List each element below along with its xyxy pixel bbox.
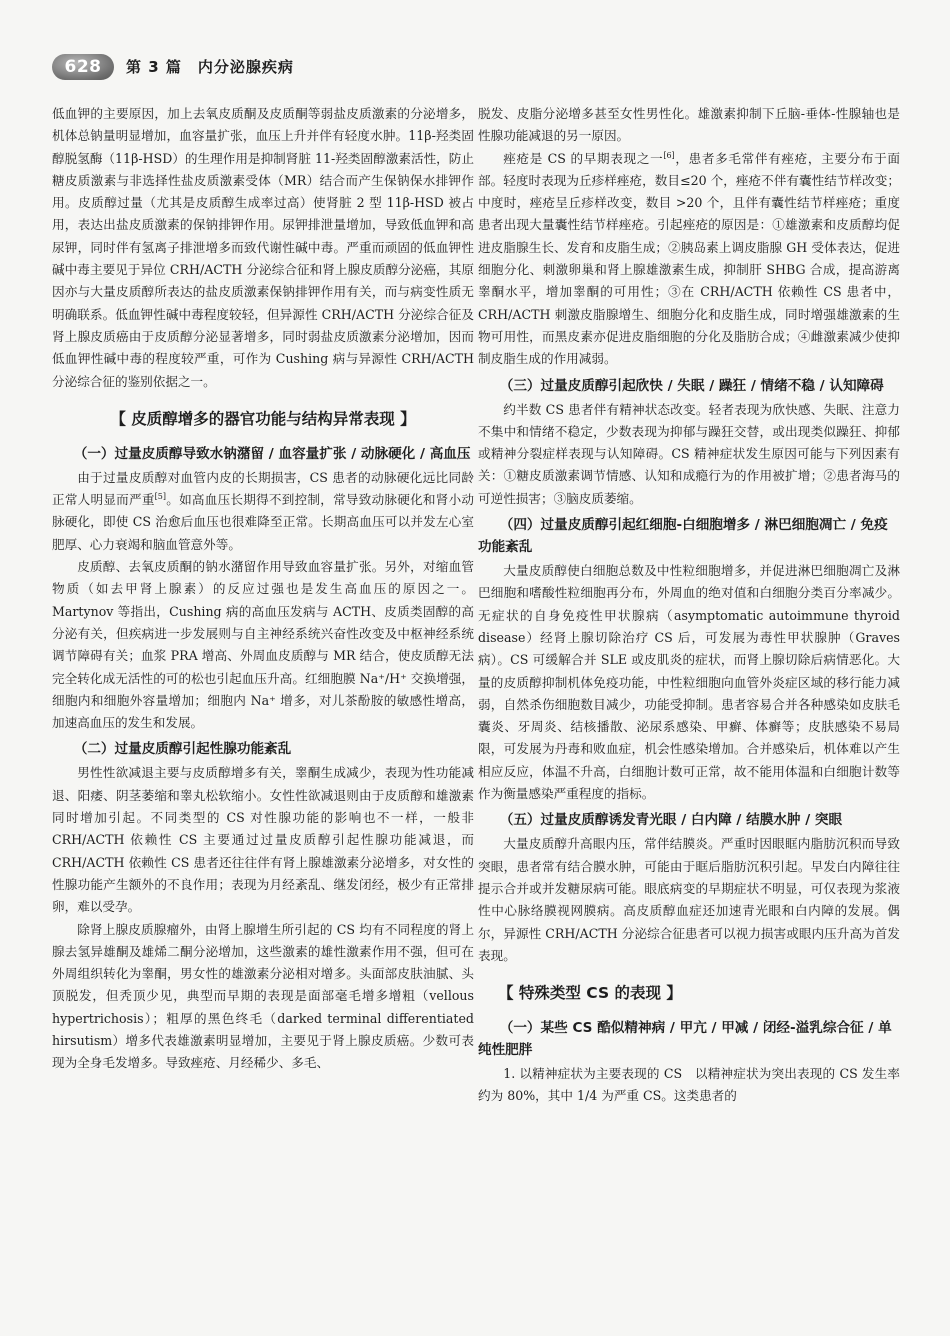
paragraph [478,148,900,371]
paragraph: 约半数 CS 患者伴有精神状态改变。轻者表现为欣快感、失眠、注意力不集中和情绪不稳定，少数表现为抑郁与躁狂交替，或出现类似躁狂、抑郁或精神分裂症样表现与认知障碍。CS 精神症状发生原因可能与下列因素有关：①糖皮质激素调节情感、认知和成瘾行为的作用被扩增；②患者海马的可逆性损害；③脑皮质萎缩。 [478,401,900,506]
page-number-badge: 628 [52,54,114,80]
paragraph: 1. 以精神症状为主要表现的 CS 以精神症状为突出表现的 CS 发生率约为 80%，其中 1/4 为严重 CS。这类患者的 [478,1066,900,1104]
subsection-heading: （一）某些 CS 酷似精神病 / 甲亢 / 甲减 / 闭经-溢乳综合征 / 单纯性肥胖 [478,1020,892,1059]
page-header [50,54,910,84]
text-span: 。如高血压长期得不到控制，常导致动脉硬化和肾小动脉硬化，即使 CS 治愈后血压也很难降至正常。长期高血压可以并发左心室肥厚、心力衰竭和脑血管意外等。 [52,492,475,552]
subsection-heading: （一）过量皮质醇导致水钠潴留 / 血容量扩张 / 动脉硬化 / 高血压 [73,445,471,462]
text-span: 痤疮是 CS 的早期表现之一 [503,150,664,166]
chapter-title: 第 3 篇 内分泌腺疾病 [126,58,294,76]
paragraph: 大量皮质醇使白细胞总数及中性粒细胞增多，并促进淋巴细胞凋亡及淋巴细胞和嗜酸性粒细胞再分布，外周血的绝对值和白细胞分类百分率减少。无症状的自身免疫性甲状腺病（asymptomatic autoimmune thyroid disease）经肾上腺切除治疗 CS 后，可发展为毒性甲状腺肿（Graves 病）。CS 可缓解合并 SLE 或皮肌炎的症状，而肾上腺切除后病情恶化。大量的皮质醇抑制机体免疫功能，中性粒细胞向血管外炎症区域的移行能力减弱，自然杀伤细胞数目减少，功能受抑制。患者容易合并各种感染如皮肤毛囊炎、牙周炎、结核播散、泌尿系感染、甲癣、体癣等；皮肤感染不易局限，可发展为丹毒和败血症，机会性感染增加。合并感染后，机体难以产生相应反应，体温不升高，白细胞计数可正常，故不能用体温和白细胞计数等作为衡量感染严重程度的指标。 [478,563,900,802]
text-span: ，患者多毛常伴有痤疮，主要分布于面部。轻度时表现为丘疹样痤疮，数目≤20 个，痤疮不伴有囊性结节样改变；中度时，痤疮呈丘疹样改变，数目 >20 个，且伴有囊性结节样痤疮；重度患者出现大量囊性结节样痤疮。引起痤疮的原因是：①雄激素和皮质醇均促进皮脂腺生长、发育和皮脂生成；②胰岛素上调皮脂腺 GH 受体表达，促进细胞分化、刺激卵巢和肾上腺雄激素生成，抑制肝 SHBG 合成，提高游离睾酮水平，增加睾酮的可用性；③在 CRH/ACTH 依赖性 CS 患者中，CRH/ACTH 刺激皮脂腺增生、细胞分化和皮脂生成，同时增强雄激素的生物可用性，而黑皮素亦促进皮脂细胞的分化及脂肪合成；④雌激素减少使抑制皮脂生成的作用减弱。 [478,150,900,367]
paragraph: 男性性欲减退主要与皮质醇增多有关，睾酮生成减少，表现为性功能减退、阳痿、阴茎萎缩和睾丸松软缩小。女性性欲减退则由于皮质醇和雄激素同时增加引起。不同类型的 CS 对性腺功能的影响也不一样，一般非 CRH/ACTH 依赖性 CS 主要通过过量皮质醇引起性腺功能减退，而 CRH/ACTH 依赖性 CS 患者还往往伴有肾上腺雄激素分泌增多，对女性的性腺功能产生额外的不良作用；表现为月经紊乱、继发闭经，极少有正常排卵，难以受孕。 [52,765,474,915]
right-column [478,103,900,1108]
paragraph: 大量皮质醇升高眼内压，常伴结膜炎。严重时因眼眶内脂肪沉积而导致突眼，患者常有结合膜水肿，可能由于眶后脂肪沉积引起。早发白内障往往提示合并或并发糖尿病可能。眼底病变的早期症状不明显，可仅表现为浆液性中心脉络膜视网膜病。高皮质醇血症还加速青光眼和白内障的发展。偶尔，异源性 CRH/ACTH 分泌综合征患者可以视力损害或眼内压升高为首发表现。 [478,836,900,963]
subsection-heading: （五）过量皮质醇诱发青光眼 / 白内障 / 结膜水肿 / 突眼 [499,812,843,829]
subsection-heading: （四）过量皮质醇引起红细胞-白细胞增多 / 淋巴细胞凋亡 / 免疫功能紊乱 [478,517,888,556]
paragraph: 除肾上腺皮质腺瘤外，由肾上腺增生所引起的 CS 均有不同程度的肾上腺去氢异雄酮及雄烯二酮分泌增加，这些激素的雄性激素作用不强，但可在外周组织转化为睾酮，男女性的雄激素分泌相对增多。头面部皮肤油腻、头顶脱发，但秃顶少见，典型而早期的表现是面部毫毛增多增粗（vellous hypertrichosis）；粗厚的黑色终毛（darked terminal differentiated hirsutism）增多代表雄激素明显增加，主要见于肾上腺皮质癌。少数可表现为全身毛发增多。导致痤疮、月经稀少、多毛、 [52,921,474,1071]
citation: [6] [663,150,675,160]
section-title: 【 皮质醇增多的器官功能与结构异常表现 】 [110,409,416,428]
paragraph: 脱发、皮脂分泌增多甚至女性男性化。雄激素抑制下丘脑-垂体-性腺轴也是性腺功能减退的另一原因。 [478,106,900,144]
paragraph: 皮质醇、去氧皮质酮的钠水潴留作用导致血容量扩张。另外，对缩血管物质（如去甲肾上腺素）的反应过强也是发生高血压的原因之一。Martynov 等指出，Cushing 病的高血压发病与 ACTH、皮质类固醇的高分泌有关，但疾病进一步发展则与自主神经系统兴奋性改变及中枢神经系统调节障碍有关；血浆 PRA 增高、外周血皮质醇与 MR 结合，使皮质醇无法完全转化成无活性的可的松也引起血压升高。红细胞膜 Na⁺/H⁺ 交换增强，细胞内和细胞外容量增加；细胞内 Na⁺ 增多，对儿茶酚胺的敏感性增高，加速高血压的发生和发展。 [52,559,474,731]
left-column [52,103,474,1075]
citation: [5] [154,491,167,501]
text-span: 由于过量皮质醇对血管内皮的长期损害，CS 患者的动脉硬化远比同龄正常人明显而严重 [52,469,474,508]
subsection-heading: （二）过量皮质醇引起性腺功能紊乱 [73,741,292,758]
paragraph: 低血钾的主要原因，加上去氧皮质酮及皮质酮等弱盐皮质激素的分泌增多，机体总钠量明显增加，血容量扩张，血压上升并伴有轻度水肿。11β-羟类固醇脱氢酶（11β-HSD）的生理作用是抑制肾脏 11-羟类固醇激素活性，防止糖皮质激素与非选择性盐皮质激素受体（MR）结合而产生保钠保水排钾作用。皮质醇过量（尤其是皮质醇生成率过高）使肾脏 2 型 11β-HSD 被占用，表达出盐皮质激素的保钠排钾作用。尿钾排泄量增加，导致低血钾和高尿钾，同时伴有氢离子排泄增多而致代谢性碱中毒。严重而顽固的低血钾性碱中毒主要见于异位 CRH/ACTH 分泌综合征和肾上腺皮质醇分泌癌，其原因亦与大量皮质醇所表达的盐皮质激素保钠排钾作用有关，而与病变性质无明确联系。低血钾性碱中毒程度较轻，但异源性 CRH/ACTH 分泌综合征及肾上腺皮质癌由于皮质醇分泌显著增多，同时弱盐皮质激素分泌增加，因而低血钾性碱中毒的程度较严重，可作为 Cushing 病与异源性 CRH/ACTH 分泌综合征的鉴别依据之一。 [52,106,474,389]
paragraph [52,467,474,556]
section-title: 【 特殊类型 CS 的表现 】 [498,984,682,1003]
subsection-heading: （三）过量皮质醇引起欣快 / 失眠 / 躁狂 / 情绪不稳 / 认知障碍 [499,377,884,394]
